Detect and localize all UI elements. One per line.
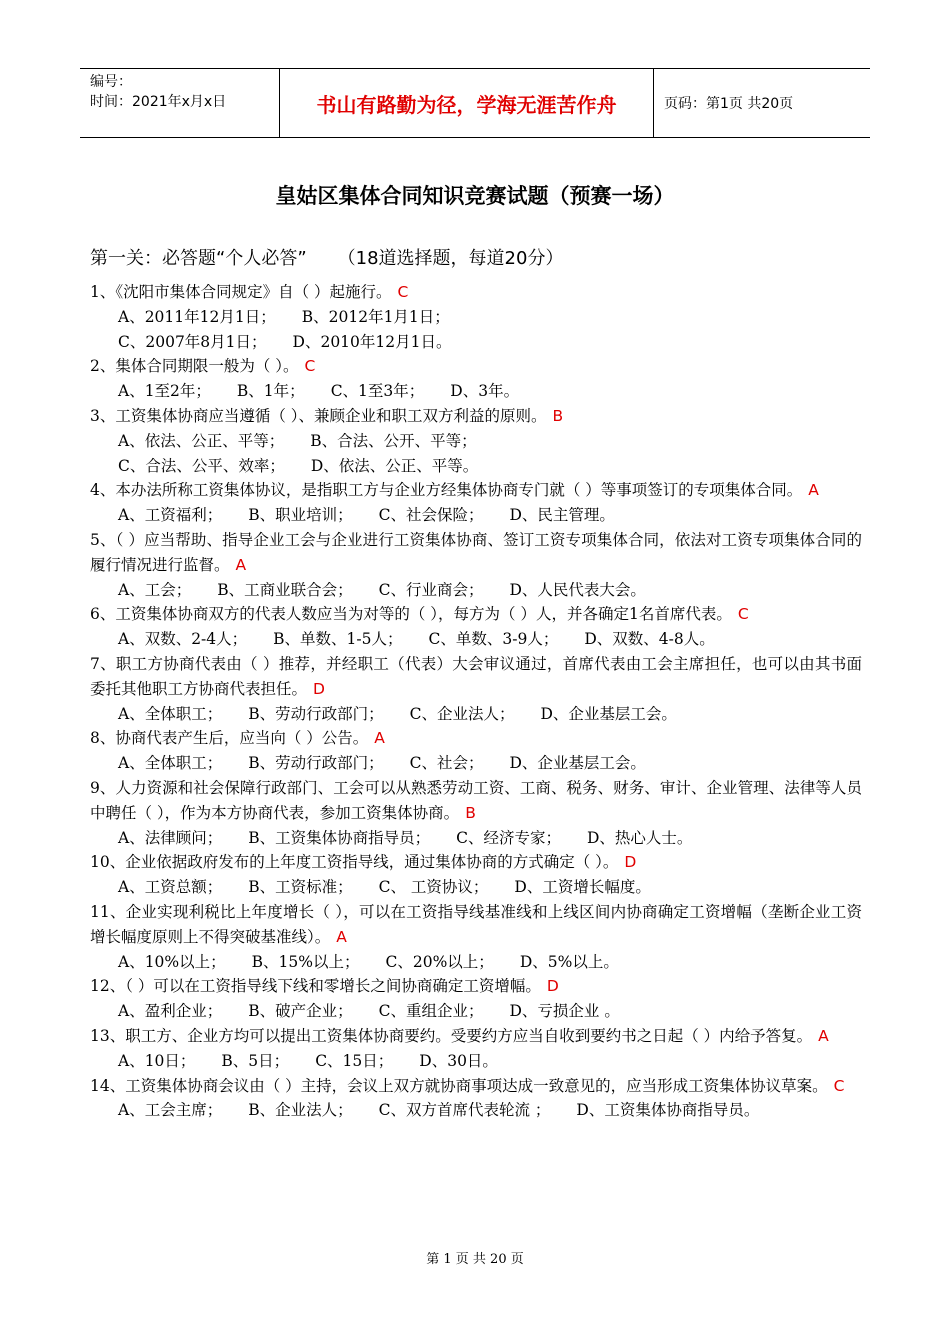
option-row	[90, 751, 862, 776]
section-title: 第一关：必答题“个人必答”	[90, 248, 307, 269]
question-text	[90, 974, 862, 999]
question-text	[90, 1024, 862, 1049]
question-text	[90, 478, 862, 503]
question-stem: 8、协商代表产生后，应当向（ ）公告。	[90, 729, 369, 748]
option: A、工资总额；	[118, 878, 223, 897]
option: B、1年；	[236, 382, 305, 401]
option: A、工资福利；	[118, 506, 223, 525]
option: A、依法、公正、平等；	[118, 431, 285, 450]
option: C、双方首席代表轮流 ；	[378, 1101, 551, 1120]
option-row	[90, 950, 862, 975]
answer-key: A	[235, 555, 247, 574]
number-label: 编号：	[90, 74, 132, 90]
option: D、工资集体协商指导员。	[576, 1101, 760, 1120]
document-title: 皇姑区集体合同知识竞赛试题（预赛一场）	[275, 184, 675, 208]
question-item	[90, 478, 862, 528]
option: D、30日。	[419, 1051, 498, 1070]
option-row	[90, 503, 862, 528]
question-text	[90, 1074, 862, 1099]
question-item	[90, 850, 862, 900]
option-row	[90, 875, 862, 900]
question-text	[90, 900, 862, 950]
option: B、15%以上；	[251, 952, 360, 971]
option: C、行业商会；	[378, 580, 484, 599]
answer-key: B	[552, 406, 564, 425]
option: B、职业培训；	[248, 506, 353, 525]
answer-key: A	[808, 481, 819, 500]
answer-key: C	[304, 357, 316, 376]
question-stem: 2、集体合同期限一般为（ ）。	[90, 357, 299, 376]
option: B、工资集体协商指导员；	[248, 828, 431, 847]
option: A、全体职工；	[118, 754, 223, 773]
question-item	[90, 726, 862, 776]
option: B、劳动行政部门；	[248, 754, 384, 773]
question-item	[90, 776, 862, 850]
option: A、工会主席；	[118, 1101, 223, 1120]
option-row	[90, 379, 862, 404]
option: A、10日；	[118, 1051, 196, 1070]
option: C、社会；	[409, 754, 484, 773]
answer-key: D	[313, 679, 325, 698]
option: B、劳动行政部门；	[248, 704, 384, 723]
option: A、10%以上；	[118, 952, 226, 971]
question-text	[90, 726, 862, 751]
section-heading	[90, 244, 563, 270]
option: C、1至3年；	[330, 382, 425, 401]
header-motto: 书山有路勤为径，学海无涯苦作舟	[280, 69, 654, 137]
option: C、单数、3-9人；	[428, 630, 559, 649]
option: B、合法、公开、平等；	[310, 431, 477, 450]
option-row	[90, 578, 862, 603]
answer-key: B	[465, 803, 476, 822]
option: A、工会；	[118, 580, 192, 599]
question-stem: 3、工资集体协商应当遵循（ ）、兼顾企业和职工双方利益的原则。	[90, 406, 547, 425]
answer-key: D	[546, 977, 559, 996]
option: D、亏损企业 。	[509, 1002, 620, 1021]
answer-key: A	[818, 1026, 829, 1045]
question-text	[90, 776, 862, 826]
option: B、工商业联合会；	[217, 580, 353, 599]
answer-key: D	[624, 853, 637, 872]
option-row	[90, 1049, 862, 1074]
option-row	[90, 1098, 862, 1123]
option: D、双数、4-8人。	[584, 630, 715, 649]
question-text	[90, 652, 862, 702]
option: A、盈利企业；	[118, 1002, 223, 1021]
option: D、民主管理。	[509, 506, 615, 525]
option: D、企业基层工会。	[509, 754, 646, 773]
option-row	[90, 305, 862, 330]
question-list	[90, 280, 862, 1123]
option: C、经济专家；	[456, 828, 561, 847]
option-row	[90, 627, 862, 652]
option: D、依法、公正、平等。	[310, 456, 479, 475]
question-item	[90, 974, 862, 1024]
option: A、法律顾问；	[118, 828, 223, 847]
question-item	[90, 528, 862, 602]
option-row	[90, 702, 862, 727]
option: C、20%以上；	[385, 952, 494, 971]
question-item	[90, 900, 862, 974]
question-stem: 12、（ ）可以在工资指导线下线和零增长之间协商确定工资增幅。	[90, 977, 541, 996]
option: C、社会保险；	[378, 506, 484, 525]
question-item	[90, 652, 862, 726]
question-stem: 10、企业依据政府发布的上年度工资指导线，通过集体协商的方式确定（ ）。	[90, 853, 619, 872]
option-row	[90, 330, 862, 355]
option: D、人民代表大会。	[509, 580, 646, 599]
option: C、合法、公平、效率；	[118, 456, 285, 475]
option-row	[90, 826, 862, 851]
question-text	[90, 280, 862, 305]
option-row	[90, 999, 862, 1024]
question-stem: 9、人力资源和社会保障行政部门、工会可以从熟悉劳动工资、工商、税务、财务、审计、企业管理、法律等人员中聘任（ ），作为本方协商代表，参加工资集体协商。	[90, 778, 862, 822]
question-stem: 6、工资集体协商双方的代表人数应当为对等的（ ），每方为（ ）人，并各确定1名首席代表。	[90, 605, 732, 624]
option: D、热心人士。	[586, 828, 693, 847]
option: C、15日；	[315, 1051, 394, 1070]
question-text	[90, 602, 862, 627]
answer-key: C	[397, 283, 409, 301]
option: C、重组企业；	[378, 1002, 484, 1021]
option: D、企业基层工会。	[540, 704, 677, 723]
option: A、全体职工；	[118, 704, 223, 723]
time-label: 时间：2021年x月x日	[90, 94, 227, 110]
option: A、1至2年；	[118, 382, 211, 401]
option: B、工资标准；	[248, 878, 353, 897]
option: B、破产企业；	[248, 1002, 353, 1021]
option: C、2007年8月1日；	[118, 332, 267, 351]
question-stem: 5、（ ）应当帮助、指导企业工会与企业进行工资集体协商、签订工资专项集体合同，依法对工资专项集体合同的履行情况进行监督。	[90, 530, 862, 574]
question-item	[90, 404, 862, 478]
question-text	[90, 404, 862, 429]
answer-key: C	[833, 1076, 845, 1095]
option: C、 工资协议；	[378, 878, 489, 897]
option: B、2012年1月1日；	[301, 307, 450, 326]
question-item	[90, 280, 862, 354]
answer-key: C	[737, 605, 749, 624]
option-row	[90, 454, 862, 479]
question-item	[90, 354, 862, 404]
option: B、企业法人；	[248, 1101, 353, 1120]
option: D、5%以上。	[519, 952, 619, 971]
answer-key: A	[374, 729, 385, 748]
question-text	[90, 354, 862, 379]
question-stem: 11、企业实现利税比上年度增长（ ），可以在工资指导线基准线和上线区间内协商确定工资增幅（垄断企业工资增长幅度原则上不得突破基准线）。	[90, 902, 862, 946]
header-info	[80, 69, 280, 137]
question-stem: 7、职工方协商代表由（ ）推荐，并经职工（代表）大会审议通过，首席代表由工会主席担任，也可以由其书面委托其他职工方协商代表担任。	[90, 654, 862, 698]
question-item	[90, 1074, 862, 1124]
option-row	[90, 429, 862, 454]
option: A、双数、2-4人；	[118, 630, 248, 649]
option: D、3年。	[450, 382, 520, 401]
page-footer: 第 1 页 共 20 页	[426, 1252, 524, 1267]
page-header	[80, 68, 870, 138]
question-item	[90, 1024, 862, 1074]
option: D、2010年12月1日。	[292, 332, 452, 351]
question-item	[90, 602, 862, 652]
answer-key: A	[336, 927, 347, 946]
section-note: （18道选择题，每道20分）	[346, 248, 564, 269]
question-stem: 14、工资集体协商会议由（ ）主持，会议上双方就协商事项达成一致意见的，应当形成工资集体协议草案。	[90, 1076, 828, 1095]
option: D、工资增长幅度。	[514, 878, 651, 897]
header-page-code: 页码：第1页 共20页	[664, 96, 794, 112]
question-text	[90, 850, 862, 875]
option: B、5日；	[221, 1051, 290, 1070]
question-text	[90, 528, 862, 578]
question-stem: 1、《沈阳市集体合同规定》自（ ）起施行。	[90, 283, 392, 301]
question-stem: 4、本办法所称工资集体协议，是指职工方与企业方经集体协商专门就（ ）等事项签订的专项集体合同。	[90, 481, 803, 500]
question-stem: 13、职工方、企业方均可以提出工资集体协商要约。受要约方应当自收到要约书之日起（ ）内给予答复。	[90, 1026, 813, 1045]
option: C、企业法人；	[409, 704, 515, 723]
option: B、单数、1-5人；	[273, 630, 403, 649]
option: A、2011年12月1日；	[118, 307, 276, 326]
